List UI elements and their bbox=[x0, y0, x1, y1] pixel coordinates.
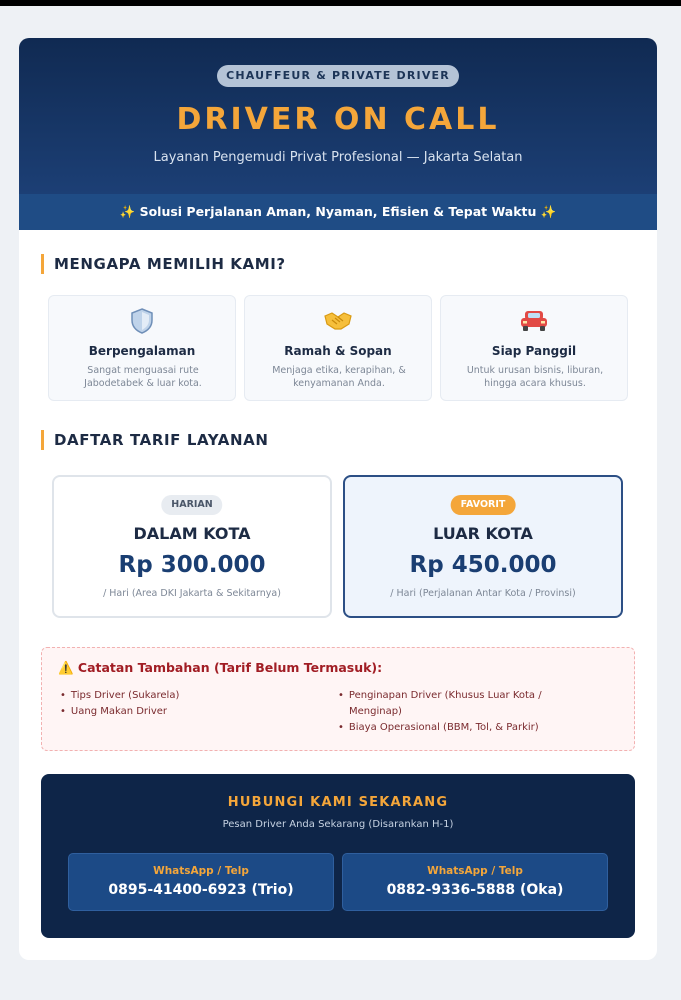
plan-desc: / Hari (Perjalanan Antar Kota / Provinsi) bbox=[390, 588, 576, 599]
section-heading-pricing: DAFTAR TARIF LAYANAN bbox=[41, 430, 269, 450]
notes-heading: ⚠️ Catatan Tambahan (Tarif Belum Termasuk): bbox=[58, 660, 383, 675]
page-subtitle: Layanan Pengemudi Privat Profesional — Jakarta Selatan bbox=[153, 150, 523, 165]
feature-desc: Sangat menguasai rute Jabodetabek & luar kota. bbox=[84, 365, 202, 389]
feature-desc: Untuk urusan bisnis, liburan, hingga acara khusus. bbox=[466, 365, 604, 389]
notes-list-right bbox=[338, 688, 542, 736]
additional-notes-box bbox=[41, 647, 635, 751]
flyer-card bbox=[19, 38, 657, 960]
plan-name: DALAM KOTA bbox=[133, 524, 251, 543]
note-item: • Penginapan Driver (Khusus Luar Kota / bbox=[338, 688, 542, 704]
hero-header bbox=[19, 38, 657, 194]
plan-name: LUAR KOTA bbox=[433, 524, 533, 543]
feature-card-ready bbox=[440, 295, 628, 401]
contact-label: WhatsApp / Telp bbox=[153, 865, 249, 877]
plan-price: Rp 450.000 bbox=[409, 552, 557, 578]
tagline-banner: ✨ Solusi Perjalanan Aman, Nyaman, Efisien & Tepat Waktu ✨ bbox=[19, 194, 657, 230]
note-item: • Tips Driver (Sukarela) bbox=[60, 688, 179, 704]
plan-tag: HARIAN bbox=[161, 495, 222, 515]
category-badge: CHAUFFEUR & PRIVATE DRIVER bbox=[217, 65, 459, 87]
contact-heading: HUBUNGI KAMI SEKARANG bbox=[227, 795, 449, 810]
page-title: DRIVER ON CALL bbox=[176, 102, 500, 137]
top-status-bar bbox=[0, 0, 681, 6]
contact-number: 0882-9336-5888 (Oka) bbox=[386, 882, 564, 898]
price-card-out-of-city bbox=[343, 475, 623, 618]
note-item: • Biaya Operasional (BBM, Tol, & Parkir) bbox=[338, 720, 542, 736]
section-heading-why: MENGAPA MEMILIH KAMI? bbox=[41, 254, 286, 274]
note-item: • Uang Makan Driver bbox=[60, 704, 179, 720]
note-item-continued: Menginap) bbox=[349, 706, 402, 717]
whatsapp-button-trio[interactable] bbox=[68, 853, 334, 911]
contact-label: WhatsApp / Telp bbox=[427, 865, 523, 877]
plan-desc: / Hari (Area DKI Jakarta & Sekitarnya) bbox=[103, 588, 281, 599]
notes-list-left bbox=[60, 688, 179, 720]
contact-number: 0895-41400-6923 (Trio) bbox=[108, 882, 294, 898]
feature-desc: Menjaga etika, kerapihan, & kenyamanan Anda. bbox=[272, 365, 406, 389]
price-card-in-city bbox=[52, 475, 332, 618]
whatsapp-button-oka[interactable] bbox=[342, 853, 608, 911]
plan-price: Rp 300.000 bbox=[118, 552, 266, 578]
contact-section bbox=[41, 774, 635, 938]
feature-title: Siap Panggil bbox=[491, 344, 577, 358]
handshake-icon bbox=[245, 308, 431, 336]
plan-tag: FAVORIT bbox=[451, 495, 516, 515]
feature-title: Ramah & Sopan bbox=[284, 344, 392, 358]
contact-subheading: Pesan Driver Anda Sekarang (Disarankan H-1) bbox=[222, 819, 454, 830]
feature-title: Berpengalaman bbox=[88, 344, 196, 358]
shield-icon bbox=[49, 308, 235, 336]
feature-card-polite bbox=[244, 295, 432, 401]
feature-card-experienced bbox=[48, 295, 236, 401]
car-icon bbox=[441, 308, 627, 336]
